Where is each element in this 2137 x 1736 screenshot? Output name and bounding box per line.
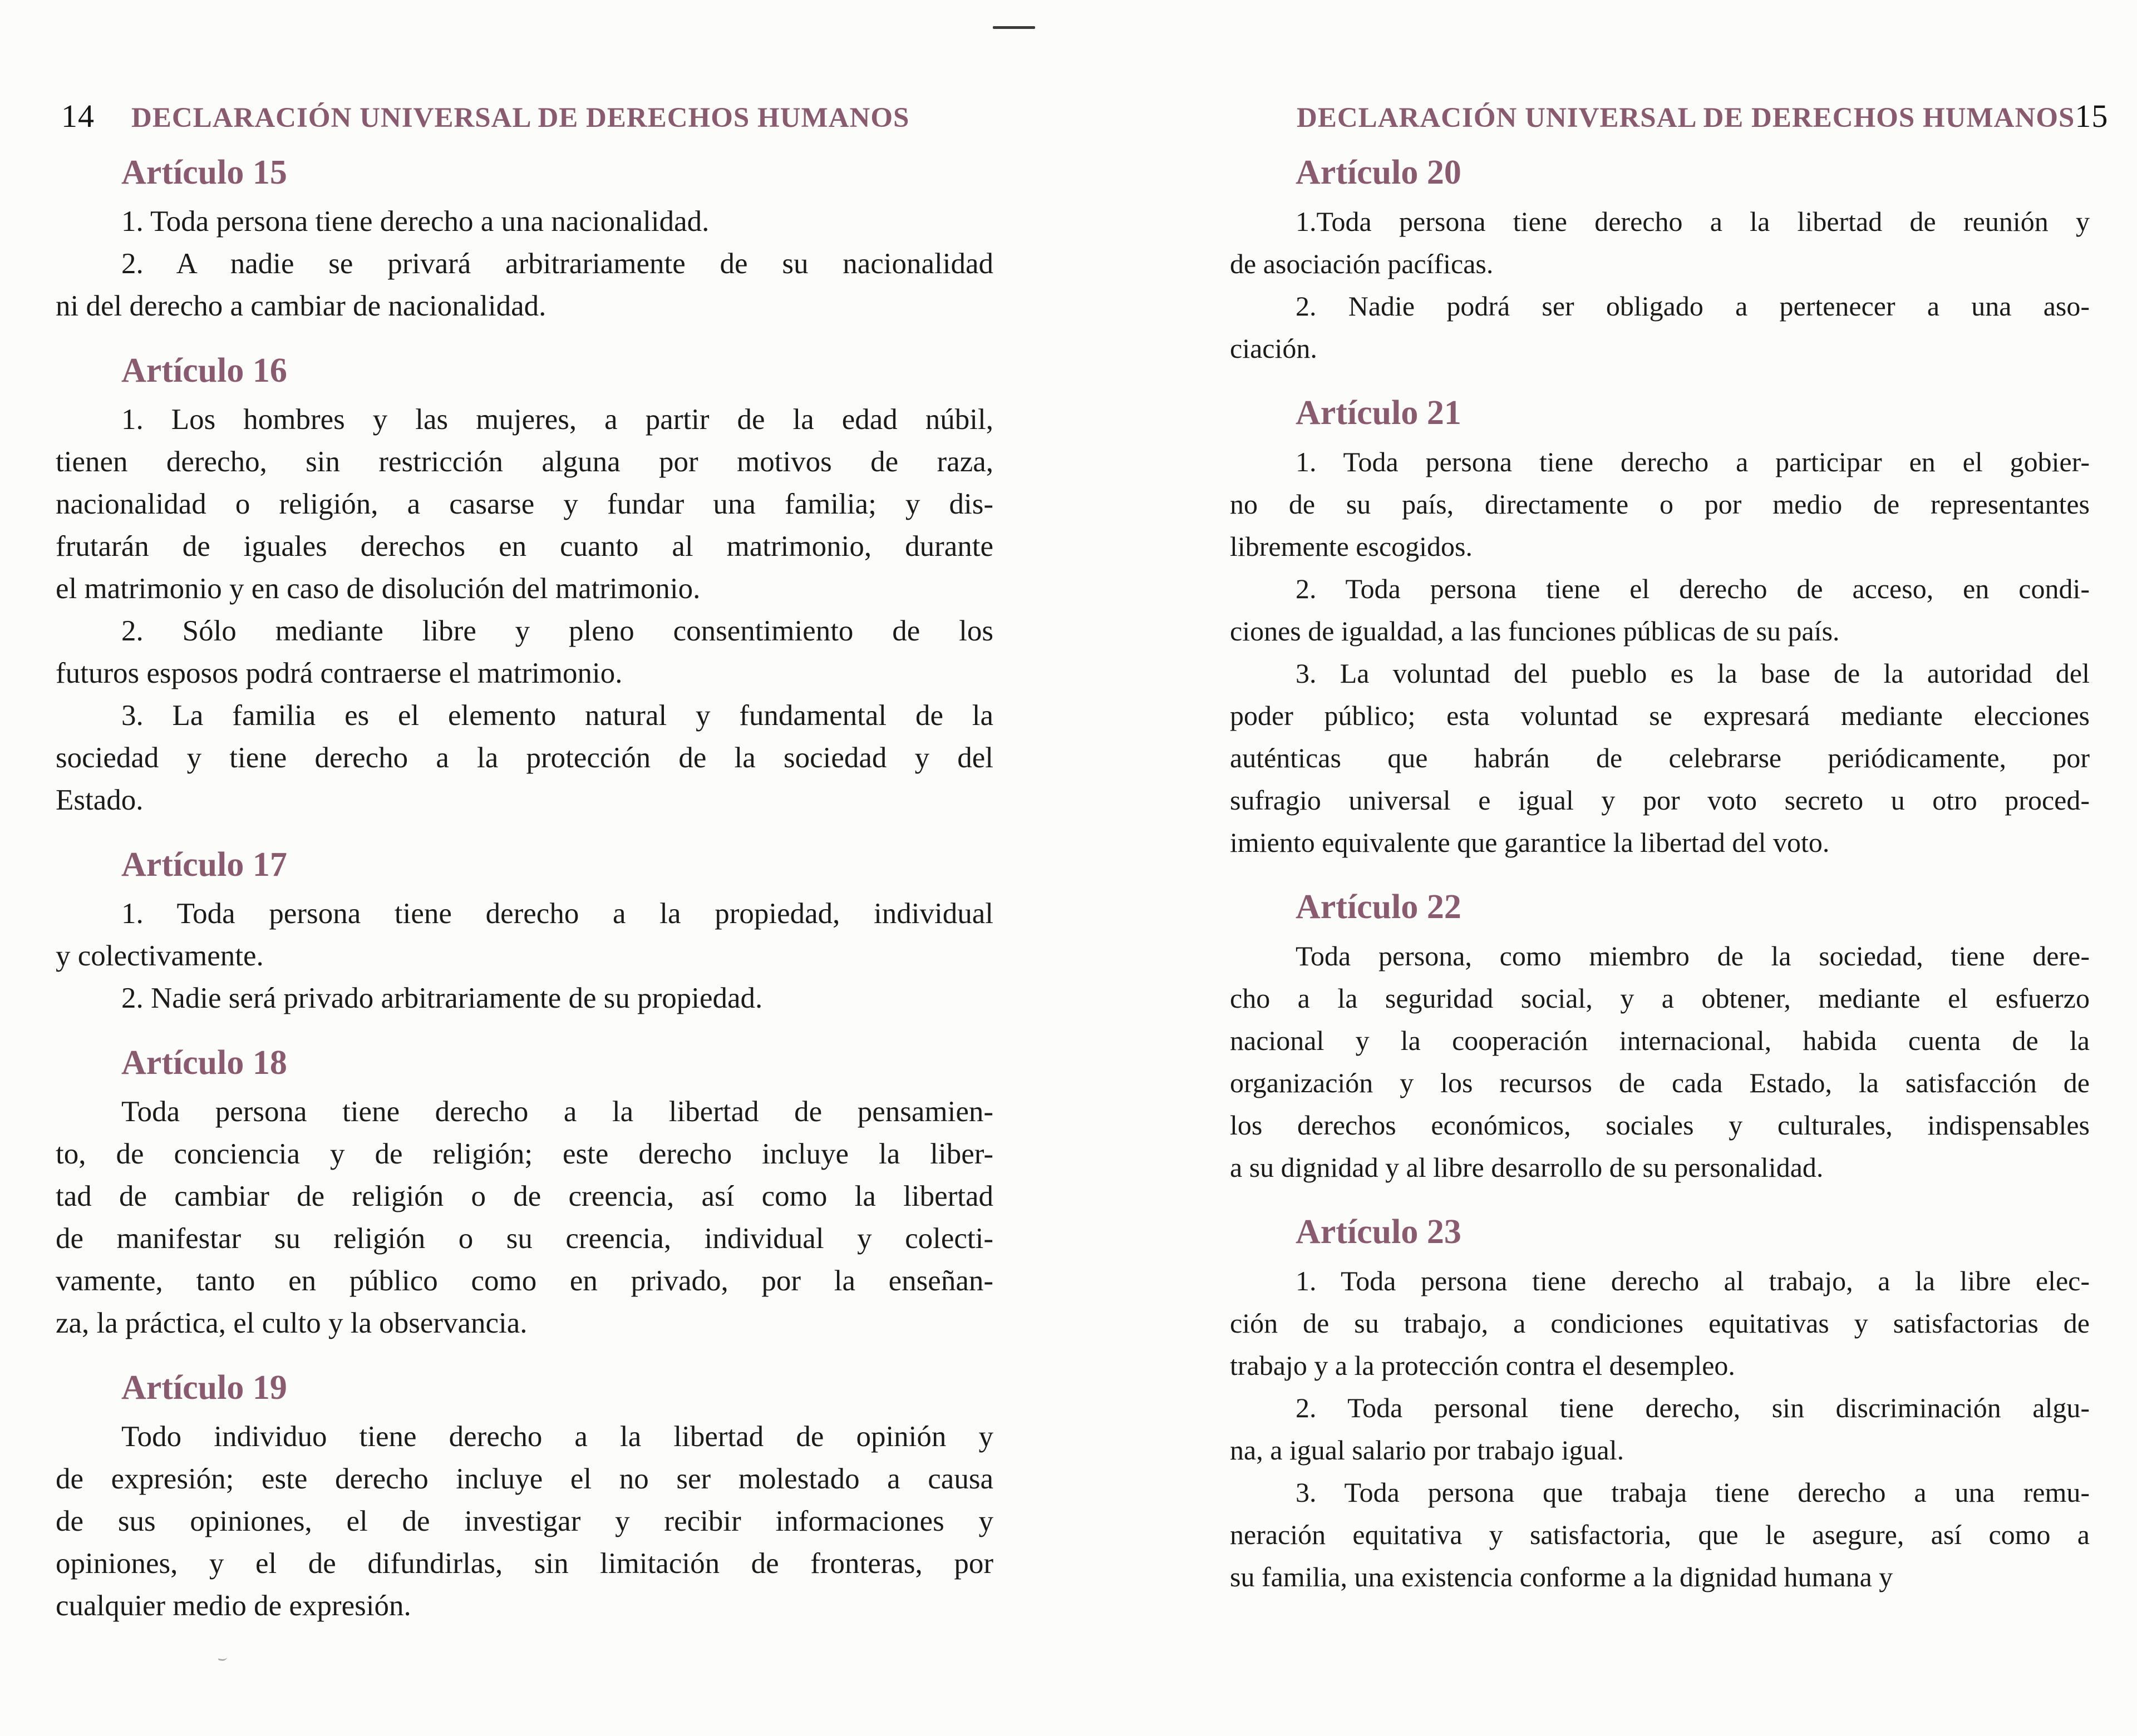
text-line: opiniones, y el de difundirlas, sin limitación de fronteras, por: [56, 1547, 993, 1580]
text-line: frutarán de iguales derechos en cuanto al matrimonio, durante: [56, 530, 993, 563]
text-line: ciones de igualdad, a las funciones públicas de su país.: [1230, 615, 1840, 647]
text-line: tienen derecho, sin restricción alguna por motivos de raza,: [56, 446, 993, 478]
paragraph: [1230, 935, 2090, 1188]
text-line: ni del derecho a cambiar de nacionalidad.: [56, 290, 546, 322]
paragraph: [1230, 200, 2090, 285]
text-line: na, a igual salario por trabajo igual.: [1230, 1434, 1624, 1466]
article-title: Artículo 22: [1296, 888, 1461, 926]
paragraph: [56, 892, 993, 977]
page-14: [56, 0, 993, 1736]
text-line: 3. Toda persona que trabaja tiene derecho a una remu-: [1296, 1477, 2090, 1508]
text-line: 1. Toda persona tiene derecho a participar en el gobier-: [1296, 446, 2090, 477]
text-line: imiento equivalente que garantice la libertad del voto.: [1230, 827, 1830, 858]
text-line: libremente escogidos.: [1230, 531, 1473, 562]
text-line: trabajo y a la protección contra el desempleo.: [1230, 1350, 1735, 1381]
page-15-header-row: [1230, 98, 2109, 135]
text-line: 2. Toda personal tiene derecho, sin discriminación algu-: [1296, 1392, 2090, 1423]
article-title: Artículo 17: [121, 846, 287, 884]
text-line: de manifestar su religión o su creencia, individual y colecti-: [56, 1222, 993, 1255]
text-line: Toda persona, como miembro de la sociedad, tiene dere-: [1296, 940, 2090, 971]
text-line: 1. Toda persona tiene derecho al trabajo, a la libre elec-: [1296, 1265, 2090, 1296]
paragraph: [56, 200, 993, 243]
text-line: 2. Sólo mediante libre y pleno consentimiento de los: [121, 615, 993, 647]
paragraph: [56, 977, 993, 1019]
text-line: de expresión; este derecho incluye el no ser molestado a causa: [56, 1463, 993, 1495]
paragraph: [1230, 1387, 2090, 1471]
text-line: de sus opiniones, el de investigar y recibir informaciones y: [56, 1505, 993, 1537]
page-14-body: [56, 151, 993, 1627]
paragraph: [1230, 1260, 2090, 1387]
text-line: Estado.: [56, 784, 144, 816]
text-line: neración equitativa y satisfactoria, que le asegure, así como a: [1230, 1519, 2090, 1550]
article-title: Artículo 15: [121, 154, 287, 191]
text-line: poder público; esta voluntad se expresará mediante elecciones: [1230, 700, 2090, 731]
text-line: 2. Nadie será privado arbitrariamente de su propiedad.: [121, 982, 763, 1014]
paragraph: [56, 694, 993, 821]
text-line: Toda persona tiene derecho a la libertad de pensamien-: [121, 1096, 993, 1128]
text-line: 1. Toda persona tiene derecho a una nacionalidad.: [121, 205, 710, 238]
text-line: sociedad y tiene derecho a la protección de la sociedad y del: [56, 742, 993, 774]
page-15: [1230, 0, 2109, 1736]
text-line: de asociación pacíficas.: [1230, 248, 1494, 279]
text-line: organización y los recursos de cada Estado, la satisfacción de: [1230, 1067, 2090, 1098]
page-14-header-row: [56, 99, 993, 135]
scan-artifact: [218, 1655, 227, 1661]
page-divider-mark: [993, 26, 1035, 29]
text-line: no de su país, directamente o por medio de representantes: [1230, 489, 2090, 520]
text-line: sufragio universal e igual y por voto secreto u otro proced-: [1230, 785, 2090, 816]
text-line: auténticas que habrán de celebrarse periódicamente, por: [1230, 742, 2090, 773]
text-line: el matrimonio y en caso de disolución del matrimonio.: [56, 573, 701, 605]
text-line: tad de cambiar de religión o de creencia, así como la libertad: [56, 1180, 993, 1212]
running-header-left: DECLARACIÓN UNIVERSAL DE DERECHOS HUMANOS: [131, 102, 910, 134]
text-line: 2. A nadie se privará arbitrariamente de su nacionalidad: [121, 248, 993, 280]
text-line: nacional y la cooperación internacional, habida cuenta de la: [1230, 1025, 2090, 1056]
page-number-right: 15: [2075, 98, 2109, 134]
text-line: za, la práctica, el culto y la observancia.: [56, 1307, 528, 1339]
text-line: 2. Toda persona tiene el derecho de acceso, en condi-: [1296, 573, 2090, 604]
paragraph: [56, 1091, 993, 1344]
text-line: y colectivamente.: [56, 940, 264, 972]
paragraph: [56, 610, 993, 694]
text-line: futuros esposos podrá contraerse el matrimonio.: [56, 657, 623, 689]
paragraph: [56, 1416, 993, 1627]
paragraph: [1230, 652, 2090, 864]
paragraph: [1230, 1471, 2090, 1598]
text-line: 3. La familia es el elemento natural y fundamental de la: [121, 699, 993, 732]
paragraph: [56, 398, 993, 610]
text-line: a su dignidad y al libre desarrollo de su personalidad.: [1230, 1152, 1824, 1183]
running-header-right: DECLARACIÓN UNIVERSAL DE DERECHOS HUMANOS: [1297, 102, 2075, 134]
text-line: ciación.: [1230, 333, 1317, 364]
text-line: ción de su trabajo, a condiciones equitativas y satisfactorias de: [1230, 1308, 2090, 1339]
text-line: 1. Toda persona tiene derecho a la propiedad, individual: [121, 897, 993, 930]
article-title: Artículo 23: [1296, 1213, 1461, 1251]
text-line: los derechos económicos, sociales y culturales, indispensables: [1230, 1109, 2090, 1141]
text-line: cho a la seguridad social, y a obtener, mediante el esfuerzo: [1230, 983, 2090, 1014]
page-number-left: 14: [61, 98, 95, 134]
article-title: Artículo 16: [121, 352, 287, 389]
article-title: Artículo 21: [1296, 394, 1461, 432]
page-15-body: [1230, 151, 2090, 1598]
text-line: 1.Toda persona tiene derecho a la libertad de reunión y: [1296, 206, 2090, 237]
article-title: Artículo 19: [121, 1369, 287, 1407]
paragraph: [1230, 441, 2090, 568]
text-line: 3. La voluntad del pueblo es la base de la autoridad del: [1296, 658, 2090, 689]
text-line: nacionalidad o religión, a casarse y fundar una familia; y dis-: [56, 488, 993, 520]
text-line: to, de conciencia y de religión; este derecho incluye la liber-: [56, 1138, 993, 1170]
text-line: 2. Nadie podrá ser obligado a pertenecer a una aso-: [1296, 290, 2090, 322]
paragraph: [1230, 285, 2090, 369]
text-line: 1. Los hombres y las mujeres, a partir de la edad núbil,: [121, 403, 993, 436]
paragraph: [56, 243, 993, 327]
article-title: Artículo 20: [1296, 154, 1461, 191]
text-line: su familia, una existencia conforme a la dignidad humana y: [1230, 1561, 1893, 1592]
text-line: vamente, tanto en público como en privado, por la enseñan-: [56, 1265, 993, 1297]
article-title: Artículo 18: [121, 1044, 287, 1082]
text-line: Todo individuo tiene derecho a la libertad de opinión y: [121, 1421, 993, 1453]
text-line: cualquier medio de expresión.: [56, 1590, 411, 1622]
paragraph: [1230, 568, 2090, 652]
